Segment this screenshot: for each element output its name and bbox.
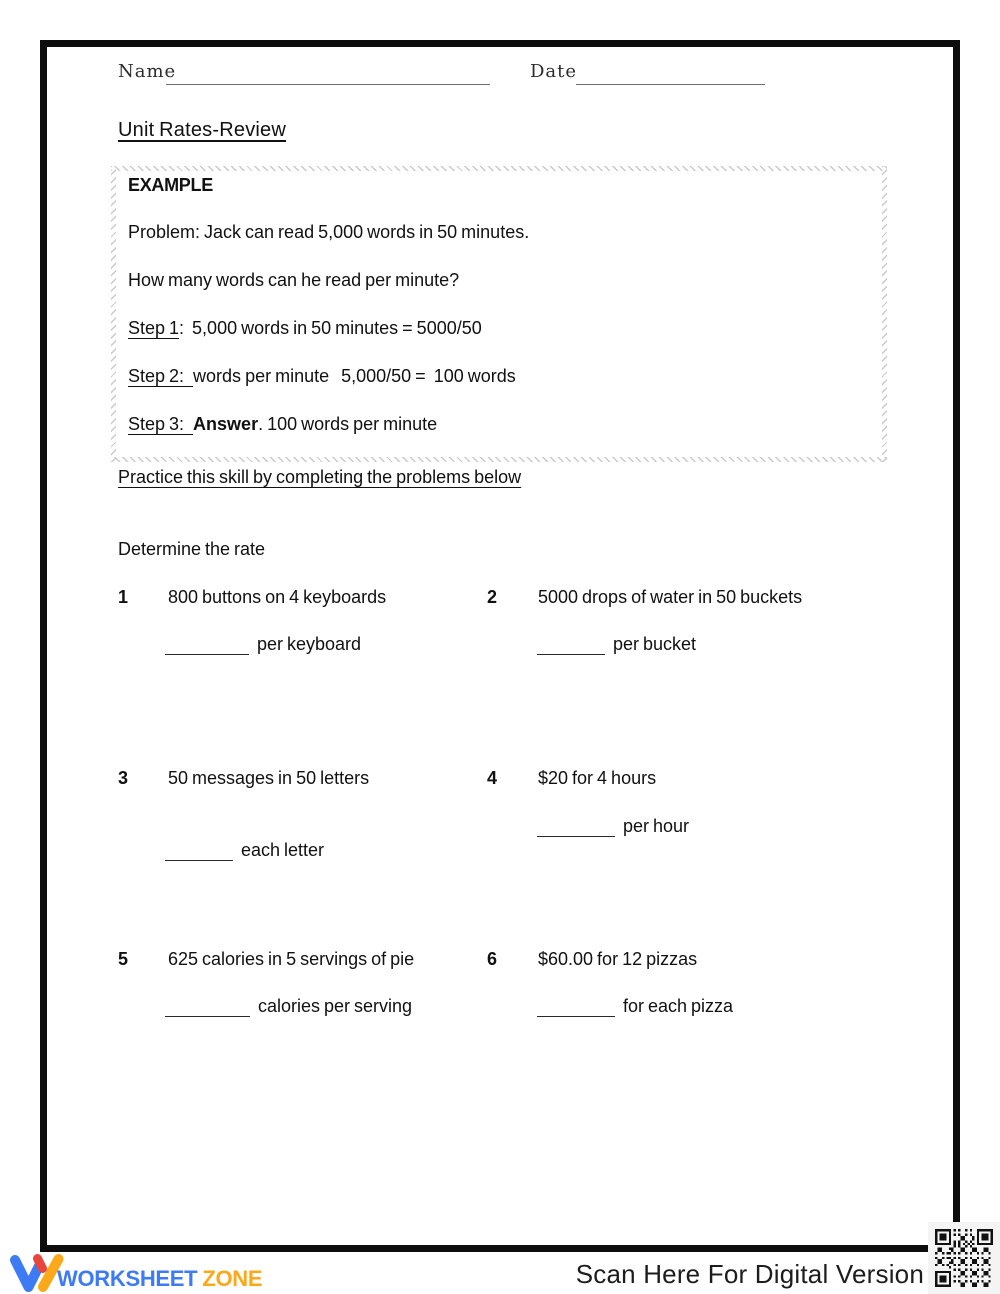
answer-blank-4 — [537, 819, 615, 837]
zigzag-border-right — [882, 166, 887, 462]
practice-note: Practice this skill by completing the problems below — [118, 467, 522, 487]
answer-suffix-2: per bucket — [613, 634, 697, 654]
example-problem: Problem: Jack can read 5,000 words in 50 minutes. — [128, 222, 530, 242]
example-question: How many words can he read per minute? — [128, 270, 460, 290]
name-line — [166, 84, 490, 85]
step-3-text: . 100 words per minute — [258, 414, 438, 434]
answer-suffix-1: per keyboard — [257, 634, 362, 654]
problem-2-text: 5000 drops of water in 50 buckets — [538, 587, 803, 607]
zigzag-border-bottom — [111, 457, 887, 462]
scan-here-text: Scan Here For Digital Version — [575, 1259, 924, 1289]
example-heading: EXAMPLE — [128, 175, 213, 195]
example-step-3 — [128, 414, 437, 435]
name-label: Name — [118, 61, 177, 82]
answer-blank-1 — [165, 637, 249, 655]
answer-blank-2 — [537, 637, 605, 655]
brand-name — [57, 1266, 262, 1292]
example-step-1 — [128, 318, 482, 339]
answer-blank-3 — [165, 843, 233, 861]
qr-code — [928, 1222, 1000, 1294]
answer-suffix-5: calories per serving — [258, 996, 413, 1016]
problem-5-number: 5 — [118, 949, 129, 969]
problem-3-number: 3 — [118, 768, 129, 788]
problem-3-answer — [165, 840, 324, 861]
problem-4-number: 4 — [487, 768, 498, 788]
problem-4-text: $20 for 4 hours — [538, 768, 657, 788]
zigzag-border-top — [111, 166, 887, 171]
step-1-label: Step 1 — [128, 318, 180, 338]
problem-1-answer — [165, 634, 361, 655]
qr-code-svg — [935, 1229, 993, 1287]
zigzag-border-left — [111, 166, 116, 462]
example-step-2 — [128, 366, 516, 387]
step-1-text: : 5,000 words in 50 minutes = 5000/50 — [179, 318, 482, 338]
problem-6-answer — [537, 996, 733, 1017]
date-label: Date — [530, 61, 578, 82]
problem-2-number: 2 — [487, 587, 498, 607]
problem-6-number: 6 — [487, 949, 498, 969]
rate-instruction: Determine the rate — [118, 539, 266, 559]
date-line — [576, 84, 765, 85]
problem-5-answer — [165, 996, 412, 1017]
step-3-label: Step 3: — [128, 414, 193, 435]
problem-1-number: 1 — [118, 587, 129, 607]
answer-suffix-3: each letter — [241, 840, 325, 860]
brand-name-primary: WORKSHEET — [57, 1266, 198, 1291]
step-2-label: Step 2: — [128, 366, 193, 387]
problem-6-text: $60.00 for 12 pizzas — [538, 949, 698, 969]
example-box — [111, 166, 887, 462]
step-3-answer-word: Answer — [193, 414, 259, 434]
problem-2-answer — [537, 634, 696, 655]
problem-4-answer — [537, 816, 689, 837]
step-2-text: words per minute 5,000/50 = 100 words — [193, 366, 516, 386]
brand-name-secondary: ZONE — [202, 1266, 263, 1291]
problem-3-text: 50 messages in 50 letters — [168, 768, 370, 788]
answer-blank-5 — [165, 999, 250, 1017]
page-title: Unit Rates-Review — [118, 119, 287, 141]
answer-suffix-4: per hour — [623, 816, 690, 836]
answer-suffix-6: for each pizza — [623, 996, 734, 1016]
problem-5-text: 625 calories in 5 servings of pie — [168, 949, 415, 969]
problem-1-text: 800 buttons on 4 keyboards — [168, 587, 387, 607]
answer-blank-6 — [537, 999, 615, 1017]
